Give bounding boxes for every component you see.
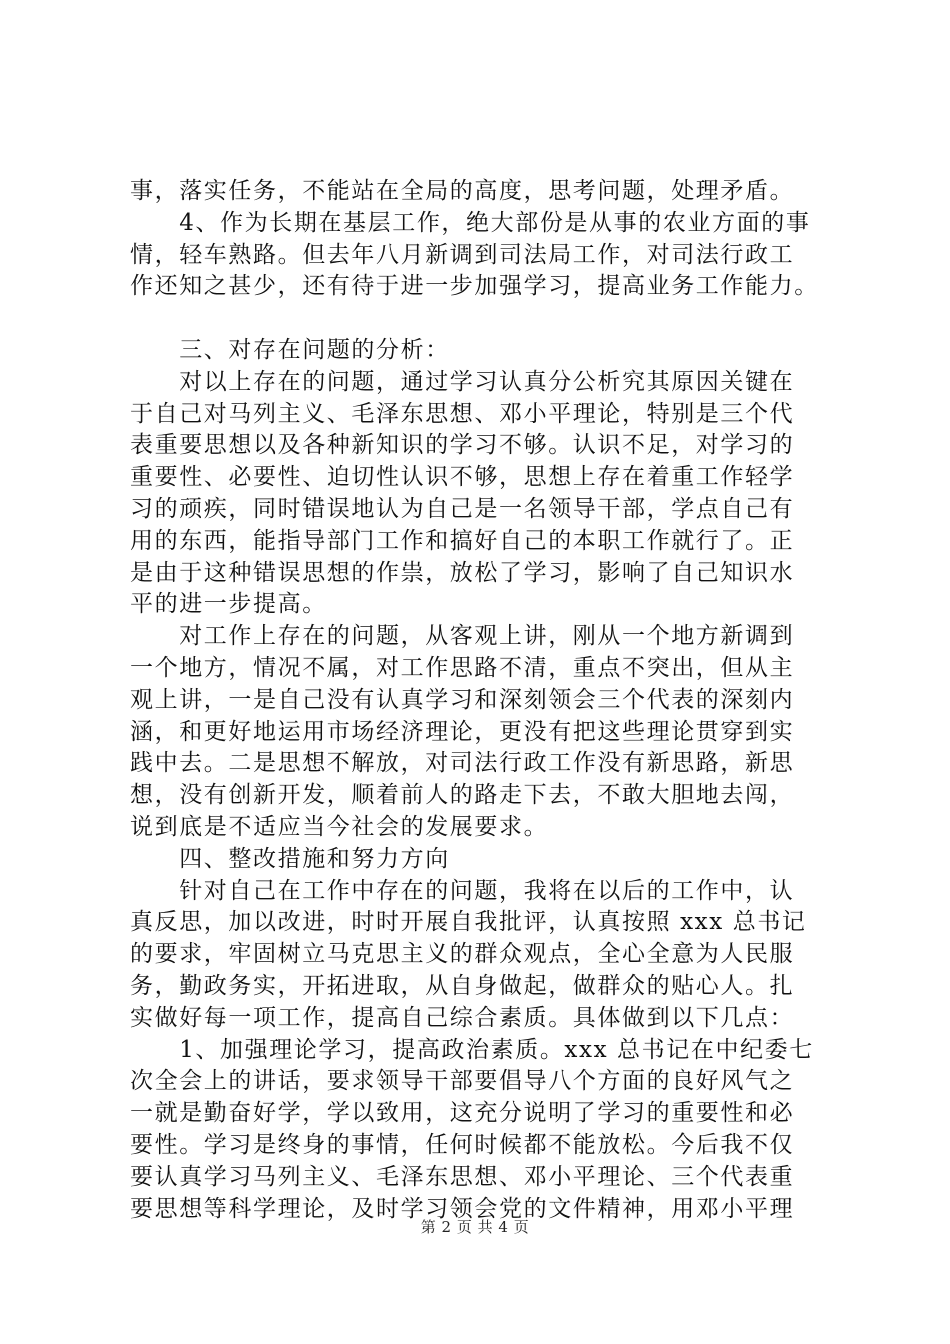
text-line: 情，轻车熟路。但去年八月新调到司法局工作，对司法行政工 bbox=[130, 241, 795, 268]
text-line: 说到底是不适应当今社会的发展要求。 bbox=[130, 813, 549, 840]
text-line: 观上讲，一是自己没有认真学习和深刻领会三个代表的深刻内 bbox=[130, 686, 795, 713]
page-number-footer: 第 2 页 共 4 页 bbox=[420, 1218, 530, 1236]
text-line: 平的进一步提高。 bbox=[130, 591, 327, 618]
text-line: 务，勤政务实，开拓进取，从自身做起，做群众的贴心人。扎 bbox=[130, 972, 795, 999]
text-line: 践中去。二是思想不解放，对司法行政工作没有新思路，新思 bbox=[130, 750, 795, 777]
text-line: 要性。学习是终身的事情，任何时候都不能放松。今后我不仅 bbox=[130, 1131, 795, 1158]
text-line: 事，落实任务，不能站在全局的高度，思考问题，处理矛盾。 bbox=[130, 178, 795, 204]
section-heading: 四、整改措施和努力方向 bbox=[130, 845, 450, 872]
text-line: 是由于这种错误思想的作祟，放松了学习，影响了自己知识水 bbox=[130, 559, 795, 586]
text-line: 习的顽疾，同时错误地认为自己是一名领导干部，学点自己有 bbox=[130, 495, 795, 522]
text-line: 针对自己在工作中存在的问题，我将在以后的工作中，认 bbox=[130, 877, 795, 904]
text-line: 对以上存在的问题，通过学习认真分公析究其原因关键在 bbox=[130, 368, 795, 395]
text-line: 要认真学习马列主义、毛泽东思想、邓小平理论、三个代表重 bbox=[130, 1163, 795, 1190]
text-line: 作还知之甚少，还有待于进一步加强学习，提高业务工作能力。 bbox=[130, 273, 819, 300]
text-line: 于自己对马列主义、毛泽东思想、邓小平理论，特别是三个代 bbox=[130, 400, 795, 427]
text-line: 实做好每一项工作，提高自己综合素质。具体做到以下几点： bbox=[130, 1004, 795, 1031]
text-line: 4、作为长期在基层工作，绝大部份是从事的农业方面的事 bbox=[130, 209, 811, 236]
document-body bbox=[130, 176, 830, 1225]
text-line: 对工作上存在的问题，从客观上讲，刚从一个地方新调到 bbox=[130, 623, 795, 650]
text-line: 涵，和更好地运用市场经济理论，更没有把这些理论贯穿到实 bbox=[130, 718, 795, 745]
text-line: 用的东西，能指导部门工作和搞好自己的本职工作就行了。正 bbox=[130, 527, 795, 554]
text-line: 一就是勤奋好学，学以致用，这充分说明了学习的重要性和必 bbox=[130, 1100, 795, 1127]
text-line: 重要性、必要性、迫切性认识不够，思想上存在着重工作轻学 bbox=[130, 464, 795, 491]
text-line: 要思想等科学理论，及时学习领会党的文件精神，用邓小平理 bbox=[130, 1195, 795, 1222]
text-line: 次全会上的讲话，要求领导干部要倡导八个方面的良好风气之 bbox=[130, 1068, 795, 1095]
text-line: 真反思，加以改进，时时开展自我批评，认真按照 xxx 总书记 bbox=[130, 909, 807, 936]
text-line: 想，没有创新开发，顺着前人的路走下去，不敢大胆地去闯， bbox=[130, 782, 795, 809]
text-line: 一个地方，情况不属，对工作思路不清，重点不突出，但从主 bbox=[130, 654, 795, 681]
text-line: 的要求，牢固树立马克思主义的群众观点，全心全意为人民服 bbox=[130, 941, 795, 968]
text-line: 表重要思想以及各种新知识的学习不够。认识不足，对学习的 bbox=[130, 432, 795, 459]
section-heading: 三、对存在问题的分析： bbox=[130, 336, 450, 363]
text-line: 1、加强理论学习，提高政治素质。xxx 总书记在中纪委七 bbox=[130, 1036, 814, 1063]
